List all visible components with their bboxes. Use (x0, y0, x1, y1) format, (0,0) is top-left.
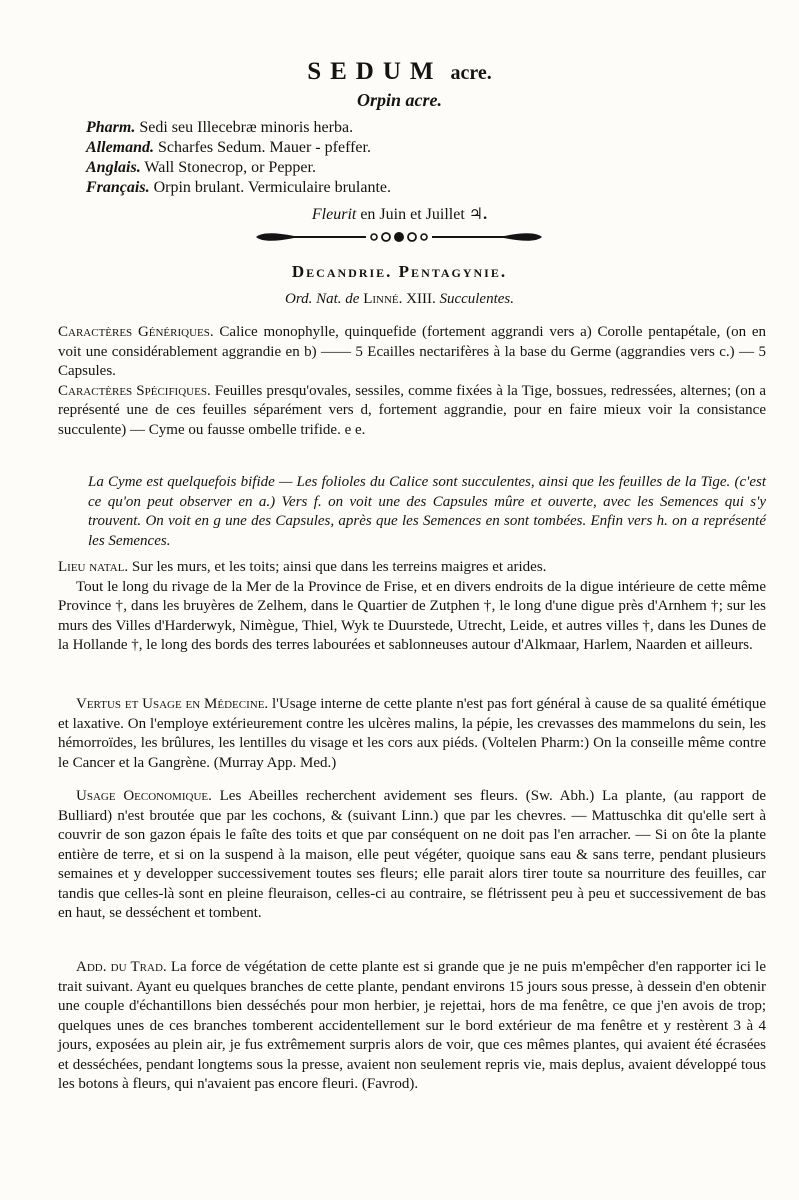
name-row (86, 158, 391, 178)
translator-addition (58, 958, 766, 1095)
section-label: Usage Oeconomique. (76, 788, 212, 804)
genus-name: SEDUM (307, 58, 443, 85)
section-label: Caractères Spécifiques. (58, 382, 211, 399)
vernacular-name: Orpin brulant. Vermiculaire brulante. (153, 179, 391, 196)
language-label: Allemand. (86, 139, 155, 156)
translator-section (58, 958, 766, 1095)
figure-note: La Cyme est quelquefois bifide — Les folioles du Calice sont succulentes, ainsi que les feuilles de la Tige. (c'est ce qu'on peut observer en a.) Vers f. on voit une des Capsules mûre et ouverte, avec les Semences qui s'y trouvent. On voit en g une des Capsules, après que les Semences en sont tombées. Enfin vers h. on a représenté les Semences. (88, 474, 766, 549)
flowering-text: en Juin et Juillet (360, 206, 465, 223)
vernacular-name: Wall Stonecrop, or Pepper. (144, 159, 316, 176)
medical-uses (58, 695, 766, 773)
section-text: Les Abeilles recherchent avidement ses fleurs. (Sw. Abh.) La plante, (au rapport de Bulliard) n'est broutée que par les cochons, & (suivant Linn.) que par les chevres. — Mattuschka dit qu'elle sert à couvrir de son gazon épais le faîte des toits et que par conséquent on ne doit pas l'en arracher. — Si on ôte la plante entière de terre, et si on la suspend à la maison, elle peut végéter, quoique sans eau & sans terre, pendant plusieurs semaines et y developper successivement toutes ses fleurs; elle parait alors tirer toute sa nourriture des feuilles, car tandis que celles-là sont en pleine fleuraison, celles-ci au contraire, se flétrissent peu à peu et successivement de bas en haut, se desséchent et tombent. (58, 788, 766, 921)
section-text: Calice monophylle, quinquefide (fortement aggrandi vers a) Corolle pentapétale, (on en voit une considérablement aggrandie en b) —— 5 Ecailles nectarifères à la base du Germe (aggrandies vers c.) — 5 Capsules. (58, 324, 767, 379)
species-epithet: acre. (450, 62, 492, 84)
flowering-label: Fleurit (311, 206, 357, 223)
vernacular-name: Sedi seu Illecebræ minoris herba. (139, 119, 354, 136)
section-text: Feuilles presqu'ovales, sessiles, comme fixées à la Tige, bossues, redressées, alternes; (on a représenté une de ces feuilles séparément vers d, fortement aggrandie, pour en faire mieux voir la consistance succulente) — Cyme ou fausse ombelle trifide. e e. (58, 382, 766, 438)
economic-uses (58, 787, 766, 924)
flowering-period (0, 204, 799, 224)
order-author: Linné. (363, 291, 403, 307)
habitat-intro (58, 558, 766, 578)
habitat-locations: Tout le long du rivage de la Mer de la Province de Frise, et en divers endroits de la digue intérieure de cette même Province †, dans les bruyères de Zelhem, dans le Quartier de Zutphen †, le long d'une digue près d'Arnhem †; sur les murs des Villes d'Harderwyk, Nimègue, Thiel, Wyk te Duurstede, Utrecht, Leide, et autres villes †, dans les Dunes de la Hollande †, le long des bords des terres labourées et sablonneuses autour d'Alkmaar, Harlem, Naarden et ailleurs. (58, 578, 766, 653)
linnaean-classification: Decandrie. Pentagynie. (291, 262, 508, 281)
vernacular-name: Scharfes Sedum. Mauer - pfeffer. (158, 139, 371, 156)
name-row (86, 118, 391, 138)
habitat-section (58, 558, 766, 656)
section-label: Caractères Génériques. (58, 324, 214, 340)
generic-characters (58, 323, 766, 382)
perennial-symbol: ♃. (468, 206, 488, 223)
french-common-name: Orpin acre. (357, 90, 442, 110)
section-text: Sur les murs, et les toits; ainsi que dans les terreins maigres et arides. (131, 559, 547, 575)
section-text: La force de végétation de cette plante est si grande que je ne puis m'empêcher d'en rapporter ici le trait suivant. Ayant eu quelques branches de cette plante, pendant environs 15 jours sous presse, à dessein d'en obtenir une couple d'échantillons bien desséchés pour mon herbier, je rejettai, hors de ma fenêtre, ce que j'en avois de trop; quelques unes de ces branches tomberent accidentellement sur le bord extérieur de ma fenêtre et y restèrent 3 à 4 jours, exposées au plein air, je fus extrêmement surpris alors de voir, que ces mêmes plantes, qui avaient été écrasées et desséchées, pendant longtems sous la presse, avaient non seulement repris vie, mais deplus, avaient développé tous les botons à fleurs, qui n'avaient pas encore fleuri. (Favrod). (58, 959, 767, 1092)
vernacular-names (86, 118, 391, 198)
ornamental-divider (254, 226, 544, 248)
language-label: Anglais. (86, 159, 141, 176)
language-label: Français. (86, 179, 150, 196)
language-label: Pharm. (86, 119, 136, 136)
section-label: Add. du Trad. (76, 959, 167, 975)
section-label: Lieu natal. (58, 559, 129, 575)
natural-order (0, 291, 799, 308)
specific-characters (58, 382, 766, 441)
section-text: l'Usage interne de cette plante n'est pas fort général à cause de sa qualité émétique et laxative. On l'employe extérieurement contre les ulcères malins, la pépie, les crevasses des mammelons du sein, les hémorroïdes, les brûlures, les lentilles du visage et les cors aux piéds. (Voltelen Pharm:) On la conseille même contre le Cancer et la Gangrène. (Murray App. Med.) (58, 696, 766, 771)
section-label: Vertus et Usage en Médecine. (76, 696, 269, 712)
species-title (0, 58, 799, 87)
order-name: Succulentes. (439, 291, 515, 307)
order-prefix: Ord. Nat. de (284, 291, 360, 307)
order-number: XIII. (406, 291, 436, 307)
economic-section (58, 787, 766, 924)
name-row (86, 138, 391, 158)
characters-section (58, 323, 766, 440)
medical-section (58, 695, 766, 773)
name-row (86, 178, 391, 198)
